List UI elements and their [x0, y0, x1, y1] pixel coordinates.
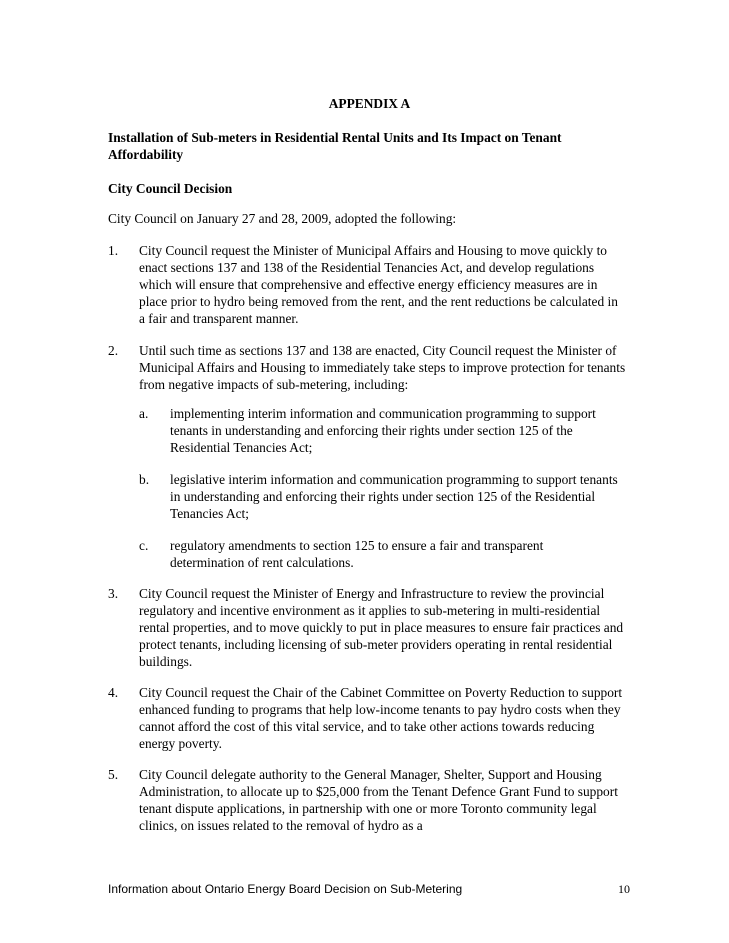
list-item-text: City Council request the Minister of Municipal Affairs and Housing to move quickly to enact sections 137 and 138 of the Residential Tenancies Act, and develop regulations which will ensure that comprehensive and effective energy efficiency measures are in place prior to hydro being removed from the rent, and the rent reductions be calculated in a fair and transparent manner. [139, 243, 618, 326]
intro-paragraph: City Council on January 27 and 28, 2009, adopted the following: [108, 211, 457, 226]
list-item-text: City Council request the Chair of the Cabinet Committee on Poverty Reduction to support enhanced funding to programs that help low-income tenants to pay hydro costs when they cannot afford the cost of this vital service, and to take other actions towards reducing energy poverty. [139, 685, 623, 751]
sub-item-text: regulatory amendments to section 125 to ensure a fair and transparent determination of rent calculations. [170, 538, 544, 570]
sub-item-b [139, 471, 629, 522]
sub-item-a [139, 405, 629, 456]
sub-item-letter: b. [139, 472, 150, 487]
list-item-number: 3. [108, 586, 119, 601]
list-item-4 [108, 684, 628, 752]
list-item-number: 1. [108, 243, 119, 258]
document-heading: Installation of Sub-meters in Residential Rental Units and Its Impact on Tenant Affordability [108, 130, 562, 162]
list-item-2 [108, 342, 628, 393]
list-item-number: 5. [108, 767, 119, 782]
list-item-text: City Council request the Minister of Energy and Infrastructure to review the provincial regulatory and incentive environment as it applies to sub-metering in multi-residential rental properties, and to move quickly to put in place measures to ensure fair practices and protect tenants, including licensing of sub-meter providers operating in rental residential buildings. [139, 586, 624, 669]
page-number: 10 [618, 882, 630, 896]
appendix-title: APPENDIX A [328, 96, 411, 111]
list-item-5 [108, 766, 628, 834]
list-item-1 [108, 242, 628, 327]
sub-item-letter: c. [139, 538, 149, 553]
sub-item-text: legislative interim information and communication programming to support tenants in understanding and enforcing their rights under section 125 of the Residential Tenancies Act; [170, 472, 618, 521]
list-item-text: Until such time as sections 137 and 138 are enacted, City Council request the Minister of Municipal Affairs and Housing to immediately take steps to improve protection for tenants from negative impacts of sub-metering, including: [139, 343, 626, 392]
sub-item-c [139, 537, 629, 571]
list-item-3 [108, 585, 628, 670]
list-item-number: 4. [108, 685, 119, 700]
section-heading: City Council Decision [108, 181, 233, 196]
footer-title: Information about Ontario Energy Board Decision on Sub-Metering [108, 882, 463, 896]
list-item-text: City Council delegate authority to the General Manager, Shelter, Support and Housing Administration, to allocate up to $25,000 from the Tenant Defence Grant Fund to support tenant dispute applications, in partnership with one or more Toronto community legal clinics, on issues related to the removal of hydro as a [139, 767, 618, 833]
sub-item-text: implementing interim information and communication programming to support tenants in understanding and enforcing their rights under section 125 of the Residential Tenancies Act; [170, 406, 596, 455]
sub-item-letter: a. [139, 406, 149, 421]
list-item-number: 2. [108, 343, 119, 358]
